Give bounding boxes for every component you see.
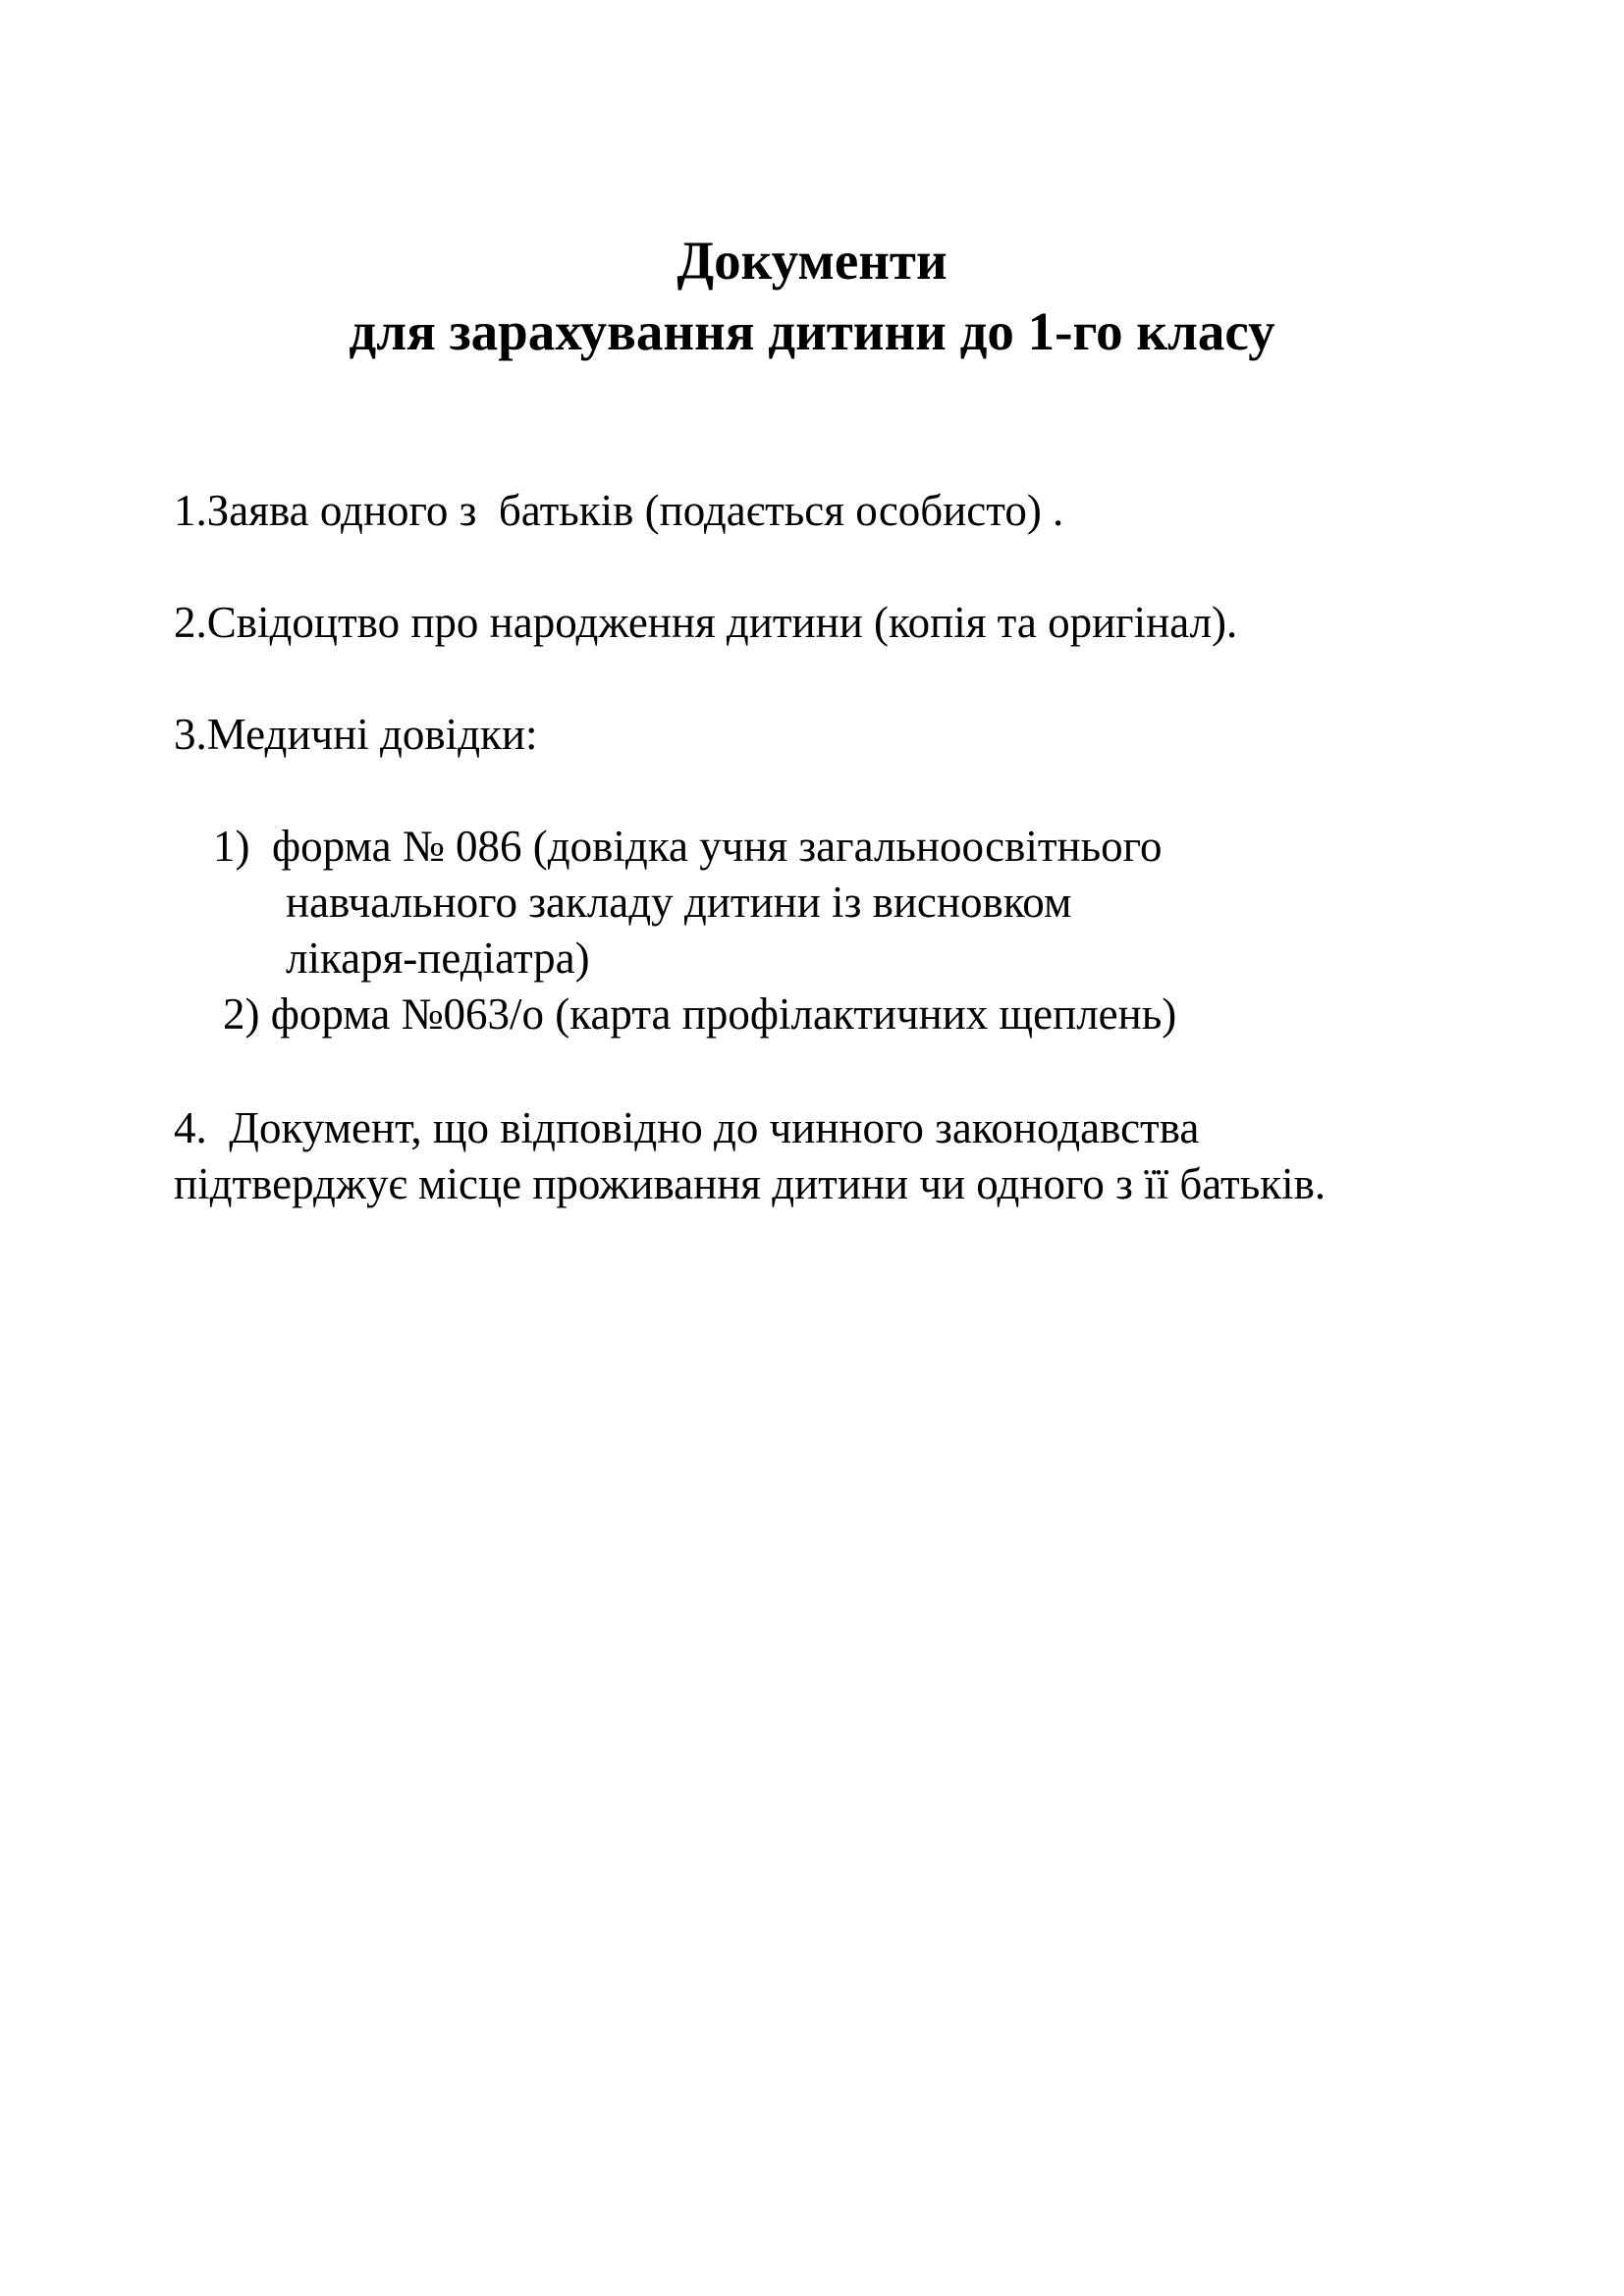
list-item-residence-document: 4. Документ, що відповідно до чинного законодавства xyxy=(174,1103,1200,1152)
document-title: Документи xyxy=(677,231,947,291)
sublist-item-form-086-end: лікаря-педіатра) xyxy=(286,934,590,983)
list-item-medical-certificates: 3.Медичні довідки: xyxy=(174,710,538,759)
document-subtitle: для зарахування дитини до 1-го класу xyxy=(349,301,1275,361)
list-item-birth-certificate: 2.Свідоцтво про народження дитини (копія та оригінал). xyxy=(174,598,1238,647)
list-item-application: 1.Заява одного з батьків (подається особисто) . xyxy=(174,486,1064,535)
sublist-item-form-086: 1) форма № 086 (довідка учня загальноосвітнього xyxy=(213,822,1163,871)
list-item-residence-document-continued: підтверджує місце проживання дитини чи одного з її батьків. xyxy=(174,1159,1326,1208)
sublist-item-form-063: 2) форма №063/о (карта профілактичних щеплень) xyxy=(223,989,1177,1039)
sublist-item-form-086-continued: навчального закладу дитини із висновком xyxy=(286,878,1072,927)
